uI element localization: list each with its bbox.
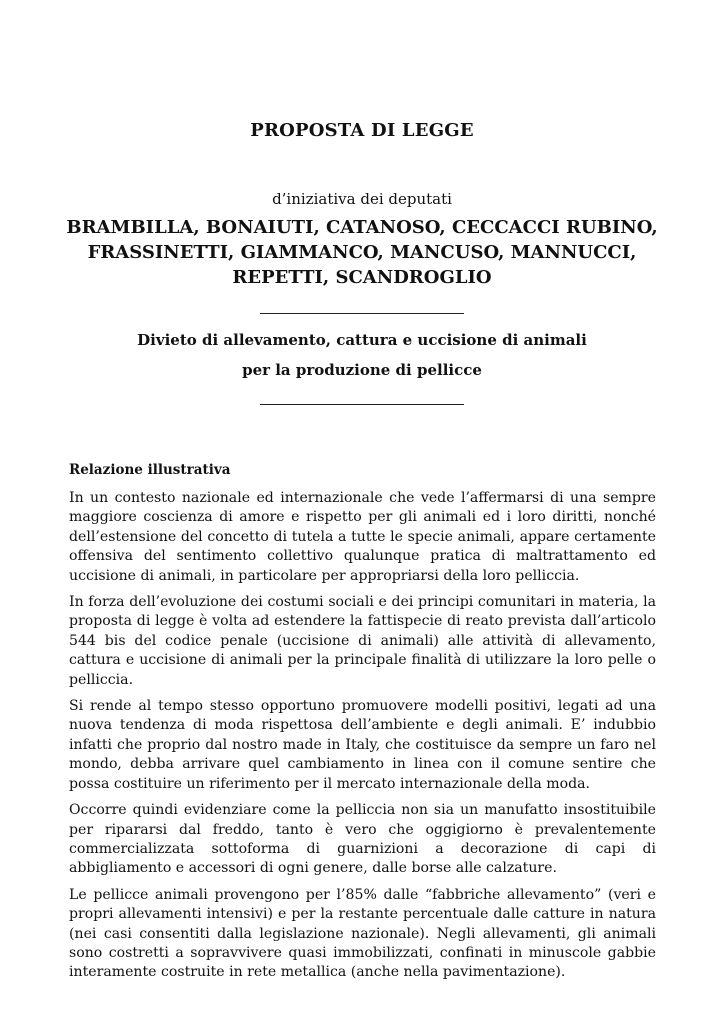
authors-line: REPETTI, SCANDROGLIO: [232, 267, 492, 288]
authors-line: FRASSINETTI, GIAMMANCO, MANCUSO, MANNUCCI,: [87, 242, 637, 263]
document-title: PROPOSTA DI LEGGE: [250, 120, 474, 141]
paragraph: Occorre quindi evidenziare come la pelliccia non sia un manufatto insostituibile per ripararsi dal freddo, tanto è vero che oggigiorno è prevalentemente commercializzata sottoforma di guarnizioni a decorazione di capi di abbigliamento e accessori di ogni genere, dalle borse alle calzature.: [69, 802, 656, 877]
paragraph: In forza dell’evoluzione dei costumi sociali e dei principi comunitari in materia, la proposta di legge è volta ad estendere la fattispecie di reato prevista dall’articolo 544 bis del codice penale (uccisione di animali) alle attività di allevamento, cattura e uccisione di animali per la principale finalità di utilizzare la loro pelle o pelliccia.: [69, 594, 656, 688]
section-heading: Relazione illustrativa: [69, 462, 231, 478]
paragraph: In un contesto nazionale ed internazionale che vede l’affermarsi di una sempre maggiore coscienza di amore e rispetto per gli animali ed i loro diritti, nonché dell’estensione del concetto di tutela a tutte le specie animali, appare certamente offensiva del sentimento collettivo qualunque pratica di maltrattamento ed uccisione di animali, in particolare per appropriarsi della loro pelliccia.: [69, 490, 656, 584]
authors-block: [60, 215, 664, 290]
divider-bottom: [260, 404, 464, 405]
report-body: [69, 489, 656, 990]
initiative-line: d’iniziativa dei deputati: [272, 190, 452, 208]
authors-line: BRAMBILLA, BONAIUTI, CATANOSO, CECCACCI RUBINO,: [66, 217, 658, 238]
subject-line: Divieto di allevamento, cattura e uccisione di animali: [137, 331, 587, 349]
subject-line: per la produzione di pellicce: [242, 361, 482, 379]
paragraph: Si rende al tempo stesso opportuno promuovere modelli positivi, legati ad una nuova tendenza di moda rispettosa dell’ambiente e degli animali. E’ indubbio infatti che proprio dal nostro made in Italy, che costituisce da sempre un faro nel mondo, debba arrivare quel cambiamento in linea con il comune sentire che possa costituire un riferimento per il mercato internazionale della moda.: [69, 698, 656, 792]
divider-top: [260, 313, 464, 314]
paragraph: Le pellicce animali provengono per l’85% dalle “fabbriche allevamento” (veri e propri allevamenti intensivi) e per la restante percentuale dalle catture in natura (nei casi consentiti dalla legislazione nazionale). Negli allevamenti, gli animali sono costretti a sopravvivere quasi immobilizzati, confinati in minuscole gabbie interamente costruite in rete metallica (anche nella pavimentazione).: [69, 886, 656, 981]
bill-subject: [60, 325, 664, 385]
